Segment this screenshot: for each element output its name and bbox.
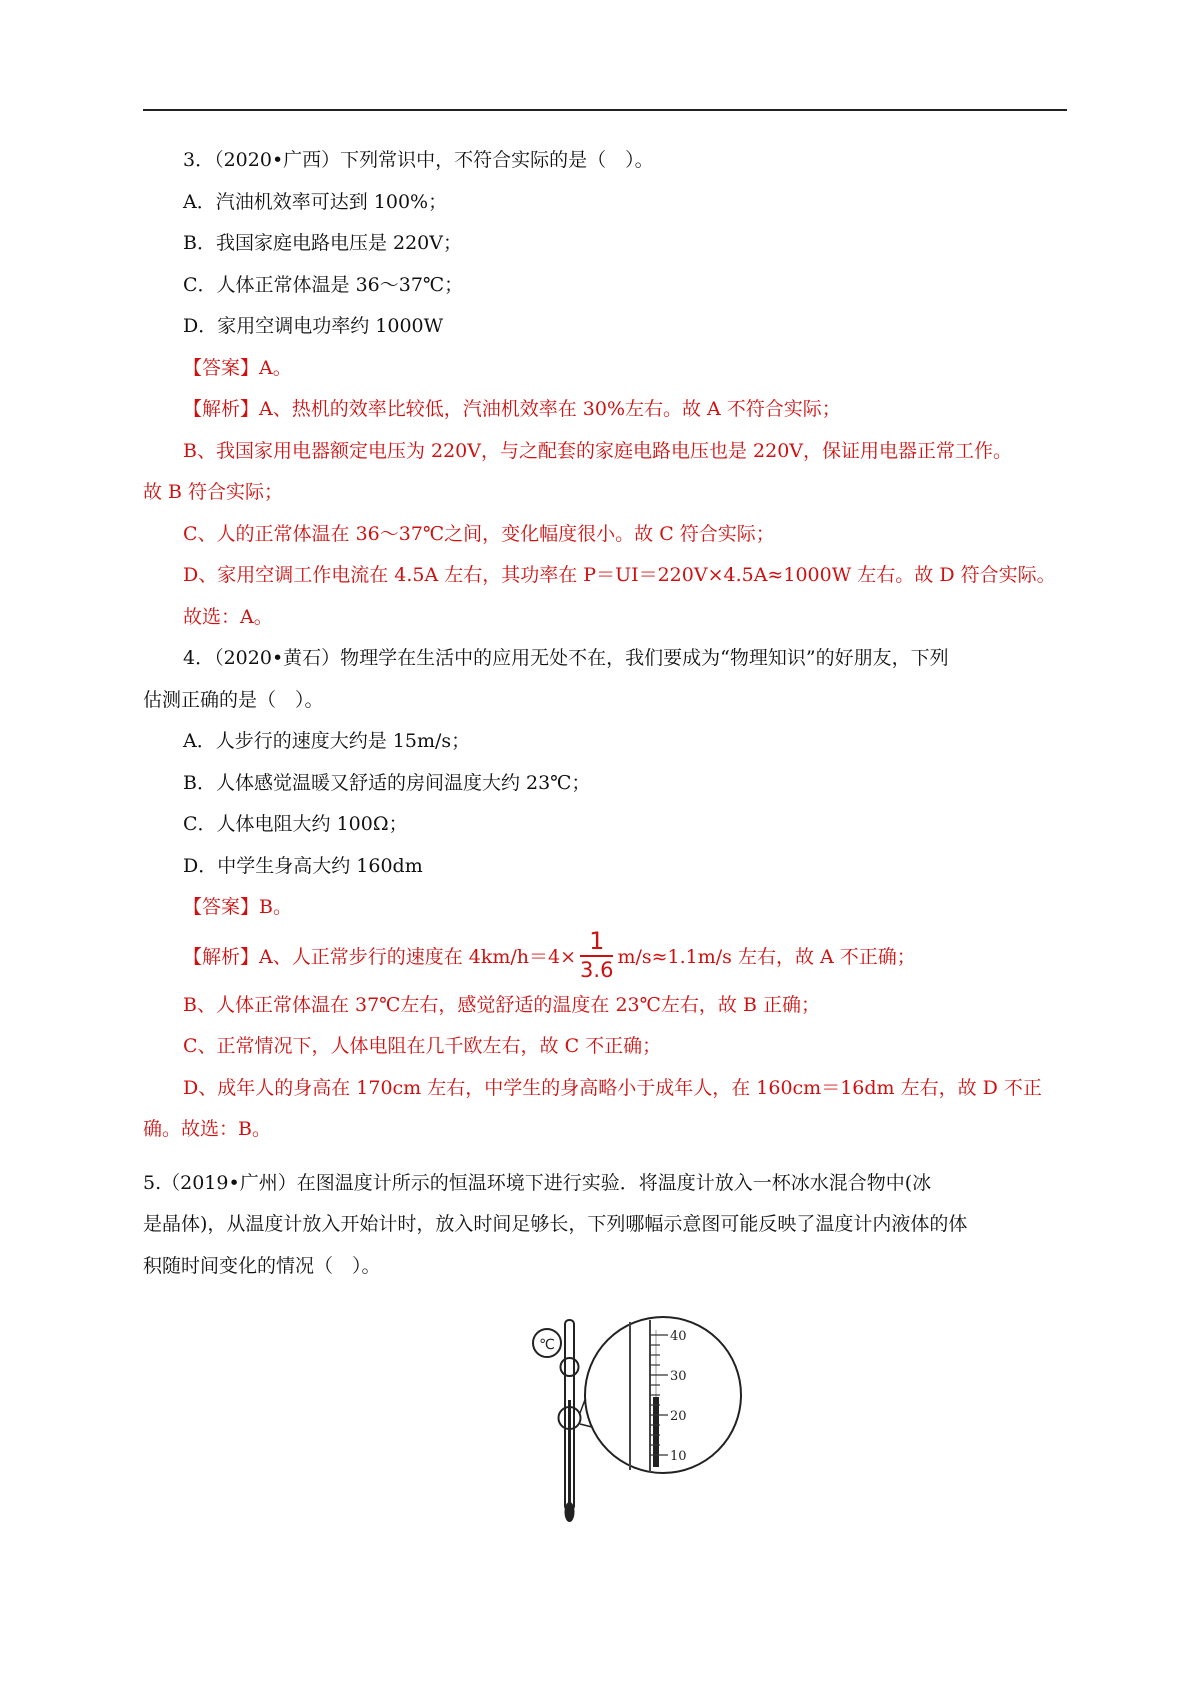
q4-stem-line1: 4．（2020•黄石）物理学在生活中的应用无处不在，我们要成为“物理知识”的好朋友，下列: [183, 647, 949, 669]
q3-stem: 3．（2020•广西）下列常识中，不符合实际的是（ ）。: [183, 149, 654, 171]
q5-stem-line3: 积随时间变化的情况（ ）。: [143, 1254, 381, 1277]
q4-answer: 【答案】B。: [183, 896, 292, 918]
q3-analysis-label: 【解析】: [183, 398, 260, 420]
q4-option-a: A．人步行的速度大约是 15m/s；: [183, 730, 471, 752]
q4-stem-line2: 估测正确的是（ ）。: [143, 688, 324, 711]
tick-label-40: 40: [670, 1329, 687, 1344]
q4-option-c: C．人体电阻大约 100Ω；: [183, 813, 408, 835]
q3-option-a: A．汽油机效率可达到 100%；: [183, 190, 448, 213]
q3-analysis-c: C、人的正常体温在 36～37℃之间，变化幅度很小。故 C 符合实际；: [183, 522, 775, 545]
q3-analysis-b: B、我国家用电器额定电压为 220V，与之配套的家庭电路电压也是 220V，保证用电器正常工作。: [183, 439, 1013, 462]
q3-choice: 故选：A。: [183, 605, 273, 628]
tick-label-30: 30: [670, 1369, 687, 1384]
q3-answer: 【答案】A。: [183, 356, 292, 379]
q4-analysis-a: 【解析】A、人正常步行的速度在 4km/h＝4× $\frac{1}{3.6}$ m/s≈1.1m/s 左右，故 A 不正确；: [183, 926, 916, 982]
q3-option-c: C．人体正常体温是 36～37℃；: [183, 273, 464, 296]
fraction-denominator: 3.6: [580, 955, 613, 981]
tick-label-20: 20: [670, 1409, 687, 1424]
q4-analysis-d: D、成年人的身高在 170cm 左右，中学生的身高略小于成年人，在 160cm＝16dm 左右，故 D 不正: [183, 1076, 1042, 1099]
magnified-scale: [585, 1317, 741, 1473]
q4-analysis-b: B、人体正常体温在 37℃左右，感觉舒适的温度在 23℃左右，故 B 正确；: [183, 993, 820, 1016]
q5-stem-line2: 是晶体)，从温度计放入开始计时，放入时间足够长，下列哪幅示意图可能反映了温度计内液体的体: [143, 1213, 968, 1235]
fraction-numerator: 1: [589, 926, 605, 955]
q3-analysis-d: D、家用空调工作电流在 4.5A 左右，其功率在 P＝UI＝220V×4.5A≈1000W 左右。故 D 符合实际。: [183, 564, 1056, 586]
q3-analysis-b-cont: 故 B 符合实际；: [143, 481, 284, 503]
q3-analysis-a: 【解析】A、热机的效率比较低，汽油机效率在 30%左右。故 A 不符合实际；: [183, 398, 841, 420]
q4-analysis-c: C、正常情况下，人体电阻在几千欧左右，故 C 不正确；: [183, 1035, 662, 1057]
q4-option-b: B．人体感觉温暖又舒适的房间温度大约 23℃；: [183, 771, 591, 794]
tick-label-10: 10: [670, 1449, 687, 1464]
q5-stem-line1: 5.（2019•广州）在图温度计所示的恒温环境下进行实验．将温度计放入一杯冰水混合物中(冰: [143, 1171, 932, 1194]
q4-option-d: D．中学生身高大约 160dm: [183, 854, 423, 877]
q4-analysis-d-cont: 确。故选：B。: [143, 1118, 271, 1140]
celsius-label: ℃: [539, 1337, 555, 1353]
thermometer: [559, 1320, 581, 1522]
q3-option-b: B．我国家庭电路电压是 220V；: [183, 232, 462, 254]
celsius-badge: [533, 1329, 561, 1357]
q3-option-d: D．家用空调电功率约 1000W: [183, 315, 444, 337]
